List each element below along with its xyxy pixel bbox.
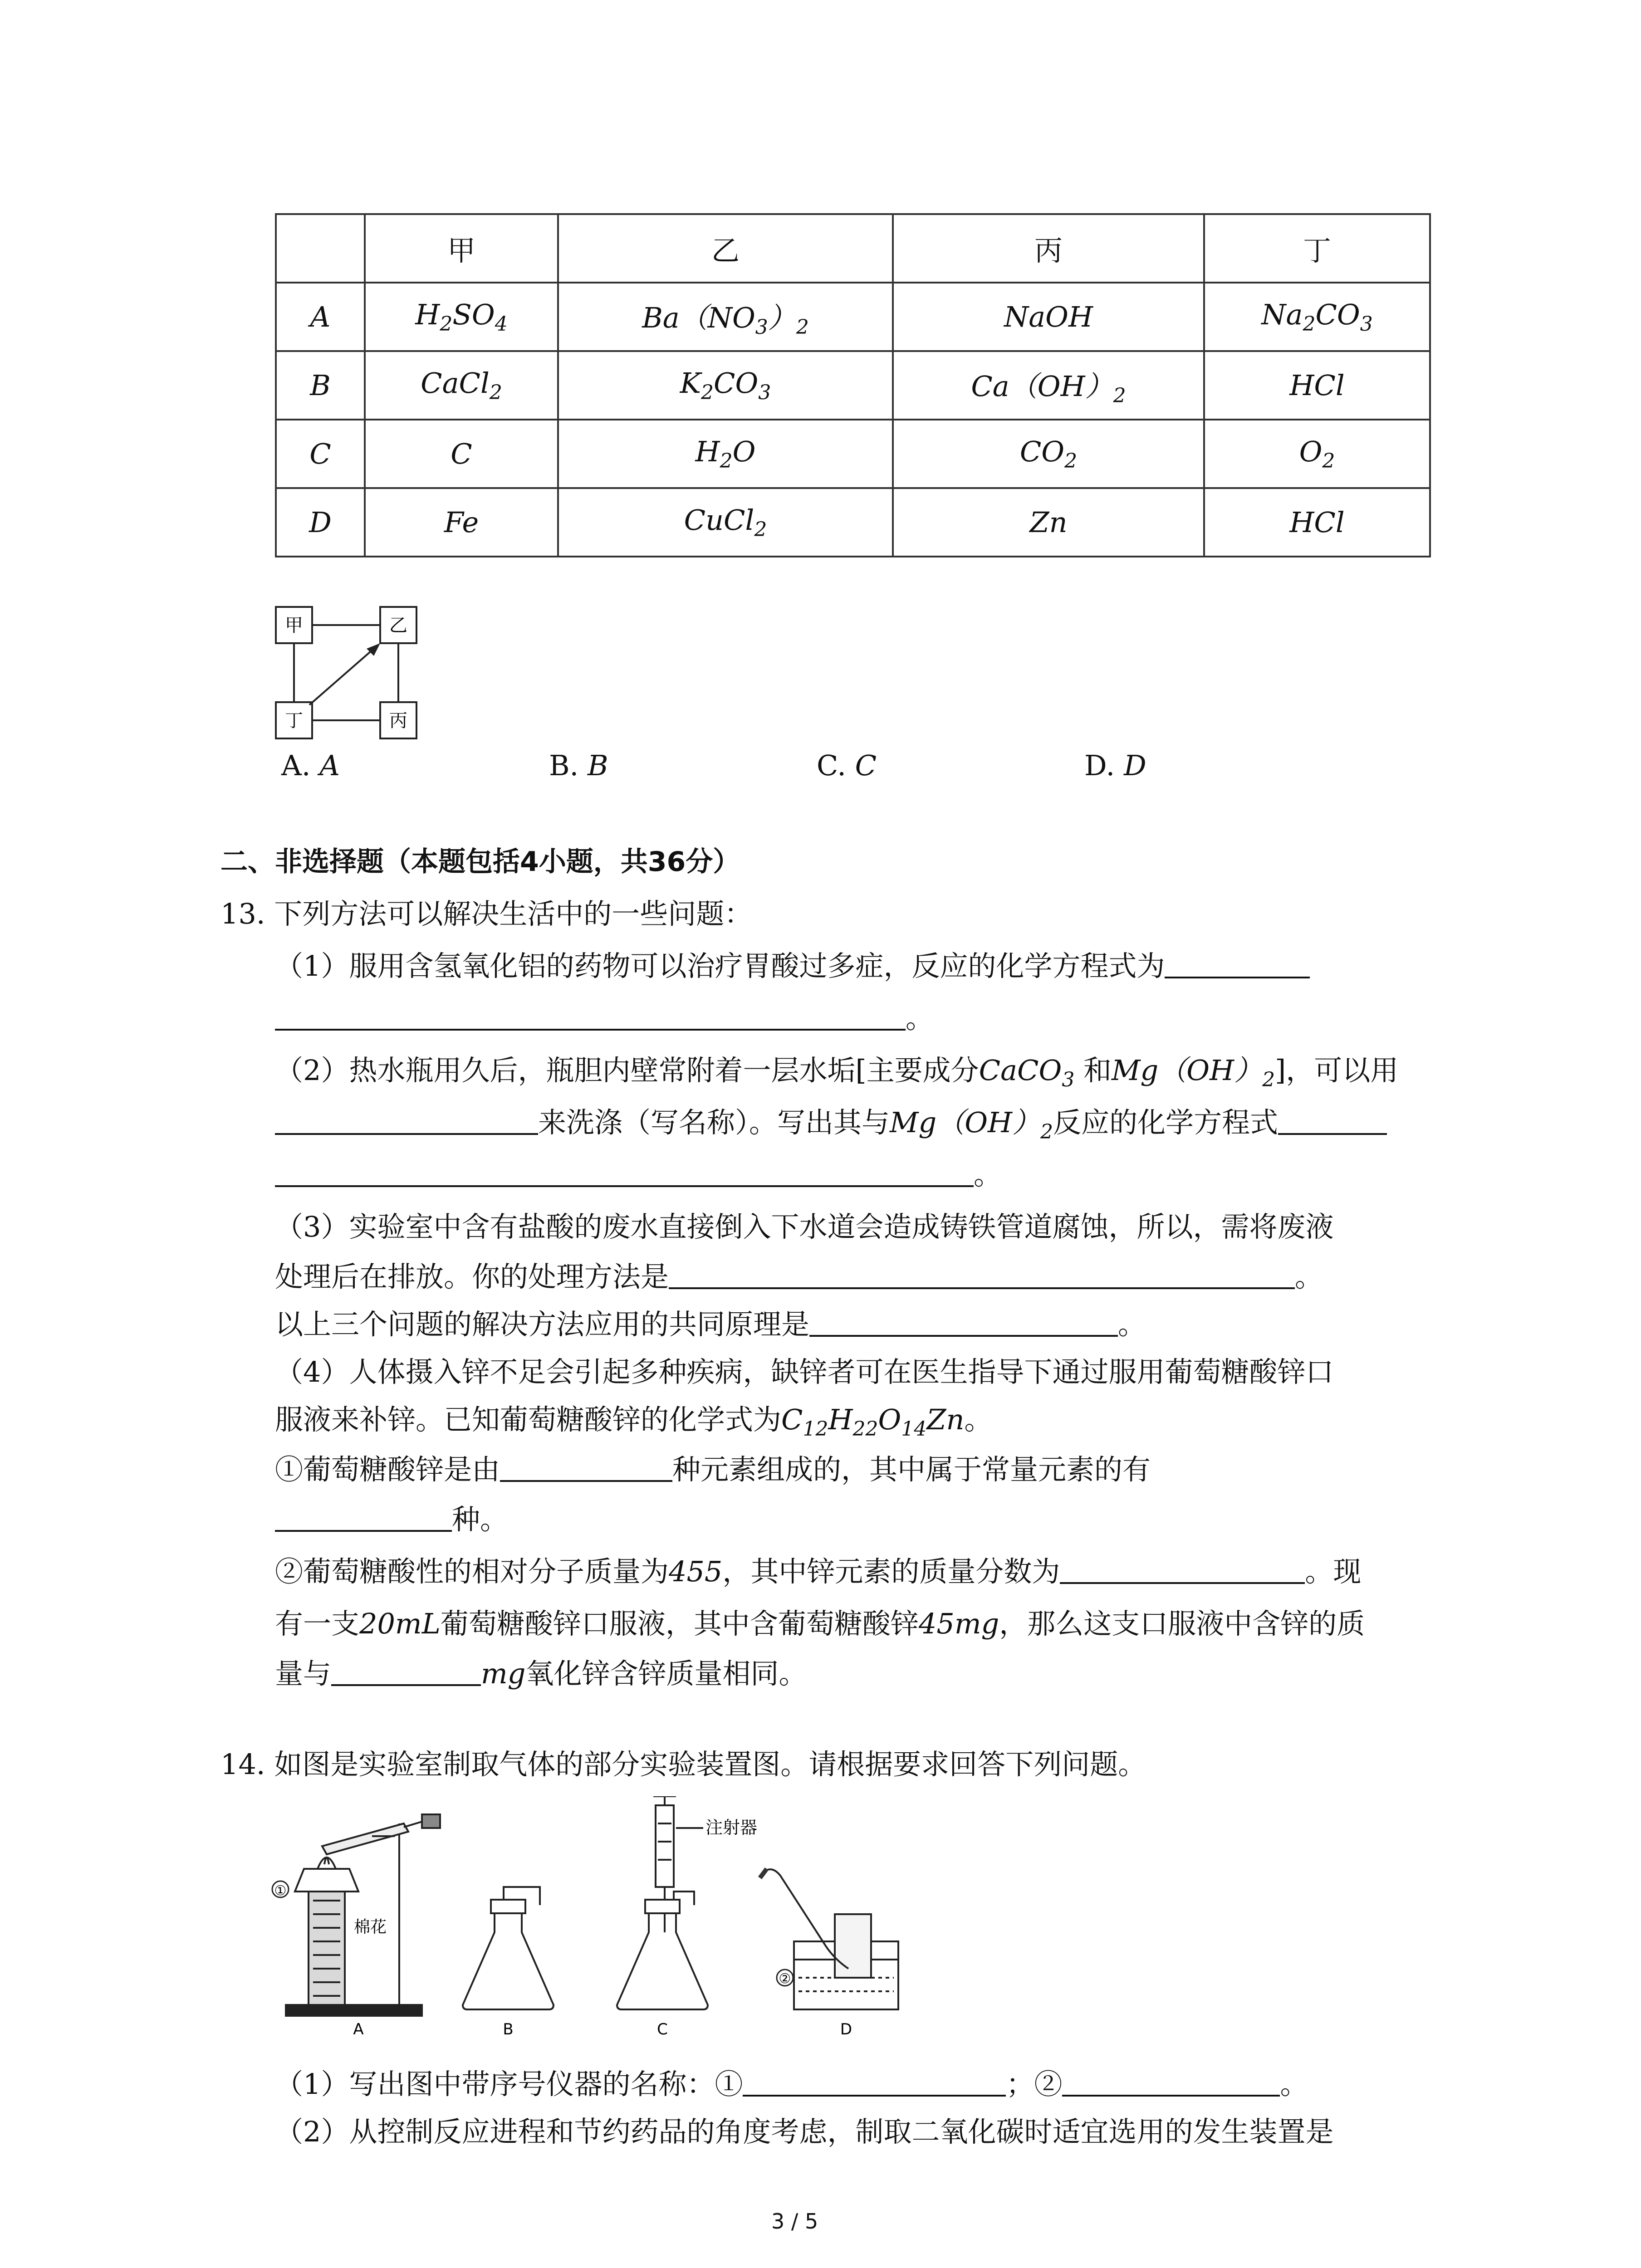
node-label: 甲 [285,615,303,636]
q13-part4-cont [275,1402,992,1447]
text: 反应的化学方程式 [1053,1106,1279,1139]
unit: mL [395,1607,441,1640]
option-value: C [855,749,877,782]
q13-part2 [275,1052,1398,1098]
text: ①葡萄糖酸锌是由 [275,1453,500,1486]
text: 处理后在排放。你的处理方法是 [275,1260,669,1293]
formula-text: SO [452,298,495,331]
subscript: 2 [754,518,767,541]
formula-text: CO [1019,435,1065,468]
table-row [276,351,1430,420]
subscript: 12 [803,1418,828,1441]
formula-text: HCl [1289,506,1345,539]
q13-sub2-cont [275,1606,1365,1642]
q13-sub1-cont [275,1501,508,1538]
subscript: 2 [1040,1120,1053,1144]
option-value: D [1123,749,1146,782]
number: 455 [669,1555,723,1588]
row-label: B [276,351,365,420]
subscript: 4 [495,313,508,336]
text: ；② [1006,2068,1063,2101]
formula-text: CaCl [421,367,490,400]
lab-apparatus-figure [268,1796,912,2050]
text: 来洗涤（写名称）。写出其与 [538,1106,890,1139]
table-cell [893,420,1204,488]
text: 。现 [1305,1555,1362,1588]
q13-sub2 [275,1554,1361,1590]
subscript: 2 [1064,450,1078,473]
apparatus-c [617,1796,708,2009]
text: 服液来补锌。已知葡萄糖酸锌的化学式为 [275,1403,782,1436]
subscript: 2 [440,313,453,336]
answer-blank[interactable] [669,1260,1295,1289]
q14-part2: （2）从控制反应进程和节约药品的角度考虑，制取二氧化碳时适宜选用的发生装置是 [275,2115,1334,2148]
formula: C [781,1403,803,1436]
answer-blank[interactable] [809,1308,1118,1337]
subscript: 2 [1113,384,1126,407]
formula-text: H [695,435,720,468]
table-cell [893,283,1204,351]
answer-blank[interactable] [275,1002,906,1031]
text: ]，可以用 [1275,1054,1399,1087]
table-cell [558,283,893,351]
caption-c: C [657,2020,668,2038]
table-header-cell: 丙 [893,214,1204,283]
subscript: 2 [701,381,714,404]
answer-blank[interactable] [1062,2068,1280,2097]
row-label: A [276,283,365,351]
text: 。 [964,1403,993,1436]
text: 。 [974,1158,1002,1191]
formula-text: H [415,298,440,331]
formula-text: NaOH [1004,300,1093,333]
apparatus-a [286,1814,440,2016]
table-cell [365,488,558,557]
q13-common [275,1306,1146,1343]
text: 以上三个问题的解决方法应用的共同原理是 [275,1308,810,1341]
answer-blank[interactable] [743,2068,1006,2097]
text: 有一支 [275,1607,360,1640]
formula-text: Ca（OH） [971,369,1113,403]
row-label: C [276,420,365,488]
option-b[interactable] [549,748,817,784]
subscript: 2 [1262,1068,1275,1091]
answer-blank[interactable] [275,1158,974,1187]
page-number: 3 / 5 [771,2209,818,2234]
label-syringe: 注射器 [705,1818,758,1838]
subscript: 3 [755,315,768,339]
formula-text: Ba（NO [642,301,755,334]
answer-blank[interactable] [500,1453,672,1482]
relation-diagram [272,603,426,744]
section-title: 二、非选择题（本题包括4小题，共36分） [220,846,740,878]
subscript: 2 [720,450,733,473]
answer-blank[interactable] [1060,1555,1305,1584]
formula-text: ） [768,301,796,334]
formula: O [878,1403,901,1436]
q13-part1-cont [275,1000,934,1036]
q13-part3-cont [275,1259,1323,1295]
q13-stem: 13. 下列方法可以解决生活中的一些问题： [220,897,753,930]
subscript: 3 [1062,1068,1075,1091]
table-cell [365,351,558,420]
caption-b: B [503,2020,514,2038]
caption-a: A [353,2020,364,2038]
q13-part2-end [275,1157,1002,1193]
number: 45 [918,1607,955,1640]
text: 。 [1118,1308,1146,1341]
row-label: D [276,488,365,557]
subscript: 3 [758,381,771,404]
formula-text: O [732,435,756,468]
text: （1）服用含氢氧化铝的药物可以治疗胃酸过多症，反应的化学方程式为 [275,949,1165,982]
option-letter: A. [281,749,311,782]
q13-part2-cont [275,1105,1387,1150]
option-letter: C. [817,749,846,782]
table-cell [1204,488,1430,557]
table-cell [558,420,893,488]
apparatus-b [463,1887,554,2009]
text: ，那么这支口服液中含锌的质 [999,1607,1365,1640]
answer-blank[interactable] [331,1657,481,1686]
formula-text: HCl [1289,369,1345,402]
q13-part1 [275,948,1310,984]
text: 种。 [452,1503,509,1536]
answer-blank[interactable] [275,1106,538,1135]
table-cell [558,351,893,420]
text: 。 [906,1002,934,1035]
text: （3）实验室中含有盐酸的废水直接倒入下水道会造成铸铁管道腐蚀，所以，需将废液 [275,1210,1334,1243]
table-header-cell: 甲 [365,214,558,283]
table-row [276,488,1430,557]
subscript: 2 [1322,450,1335,473]
apparatus-d [760,1869,898,2009]
node-label: 丁 [285,710,303,731]
subscript: 2 [489,381,502,404]
text: ，其中锌元素的质量分数为 [722,1555,1060,1588]
text: 量与 [275,1657,332,1690]
formula-text: O [1299,435,1323,468]
table-cell [1204,283,1430,351]
answer-blank[interactable] [275,1503,452,1532]
option-d[interactable] [1084,748,1146,784]
text: （2）热水瓶用久后，瓶胆内壁常附着一层水垢[主要成分 [275,1054,979,1087]
formula-text: K [680,367,701,400]
formula: Mg（OH） [890,1106,1041,1139]
formula: H [828,1403,853,1436]
unit: mg [954,1607,999,1640]
text: （4）人体摄入锌不足会引起多种疾病，缺锌者可在医生指导下通过服用葡萄糖酸锌口 [275,1355,1334,1388]
option-letter: D. [1084,749,1115,782]
table-cell [893,488,1204,557]
node-label: 丙 [389,710,407,731]
q14-stem: 14. 如图是实验室制取气体的部分实验装置图。请根据要求回答下列问题。 [220,1748,1146,1781]
text: （1）写出图中带序号仪器的名称：① [275,2068,743,2101]
label-1: ① [274,1883,287,1899]
table-cell [1204,351,1430,420]
answer-blank[interactable] [1165,949,1310,978]
text: 葡萄糖酸锌口服液，其中含葡萄糖酸锌 [440,1607,919,1640]
option-c[interactable] [817,748,1084,784]
option-a[interactable] [281,748,549,784]
table-row [276,283,1430,351]
table-header-cell: 乙 [558,214,893,283]
subscript: 14 [901,1418,927,1441]
reagent-table [275,213,1431,557]
table-header-cell: 丁 [1204,214,1430,283]
q14-part1 [275,2066,1308,2102]
label-2: ② [779,1971,791,1987]
formula-text: C [451,437,472,470]
q13-sub2-end [275,1656,807,1692]
table-cell [893,351,1204,420]
formula-text: Zn [1029,506,1068,539]
node-label: 乙 [389,615,407,636]
option-value: A [319,749,340,782]
subscript: 2 [796,315,809,339]
formula-text: CO [714,367,759,400]
text: ②葡萄糖酸性的相对分子质量为 [275,1555,669,1588]
subscript: 3 [1360,313,1373,336]
formula: Mg（OH） [1112,1054,1263,1087]
table-cell [1204,420,1430,488]
label-cotton: 棉花 [354,1918,387,1936]
q12-options [281,748,1146,784]
subscript: 22 [852,1418,878,1441]
table-header-row [276,214,1430,283]
formula-text: CO [1315,298,1360,331]
subscript: 2 [1303,313,1316,336]
number: 20 [359,1607,395,1640]
formula: Zn [926,1403,965,1436]
option-letter: B. [549,749,579,782]
option-value: B [588,749,608,782]
answer-blank[interactable] [1278,1106,1387,1135]
q13-sub1 [275,1452,1151,1488]
text: 氧化锌含锌质量相同。 [525,1657,807,1690]
text: 。 [1295,1260,1323,1293]
caption-d: D [840,2020,852,2038]
table-header-cell [276,214,365,283]
table-row [276,420,1430,488]
table-cell [365,283,558,351]
formula-text: CuCl [684,503,754,537]
formula-text: Fe [444,506,479,539]
text: 。 [1280,2068,1308,2101]
q13-part4 [275,1354,1333,1390]
table-cell [365,420,558,488]
formula-text: Na [1261,298,1303,331]
table-cell [558,488,893,557]
q13-part3 [275,1209,1333,1245]
text: 和 [1074,1054,1112,1087]
unit: mg [481,1657,526,1690]
text: 种元素组成的，其中属于常量元素的有 [672,1453,1151,1486]
formula: CaCO [979,1054,1062,1087]
